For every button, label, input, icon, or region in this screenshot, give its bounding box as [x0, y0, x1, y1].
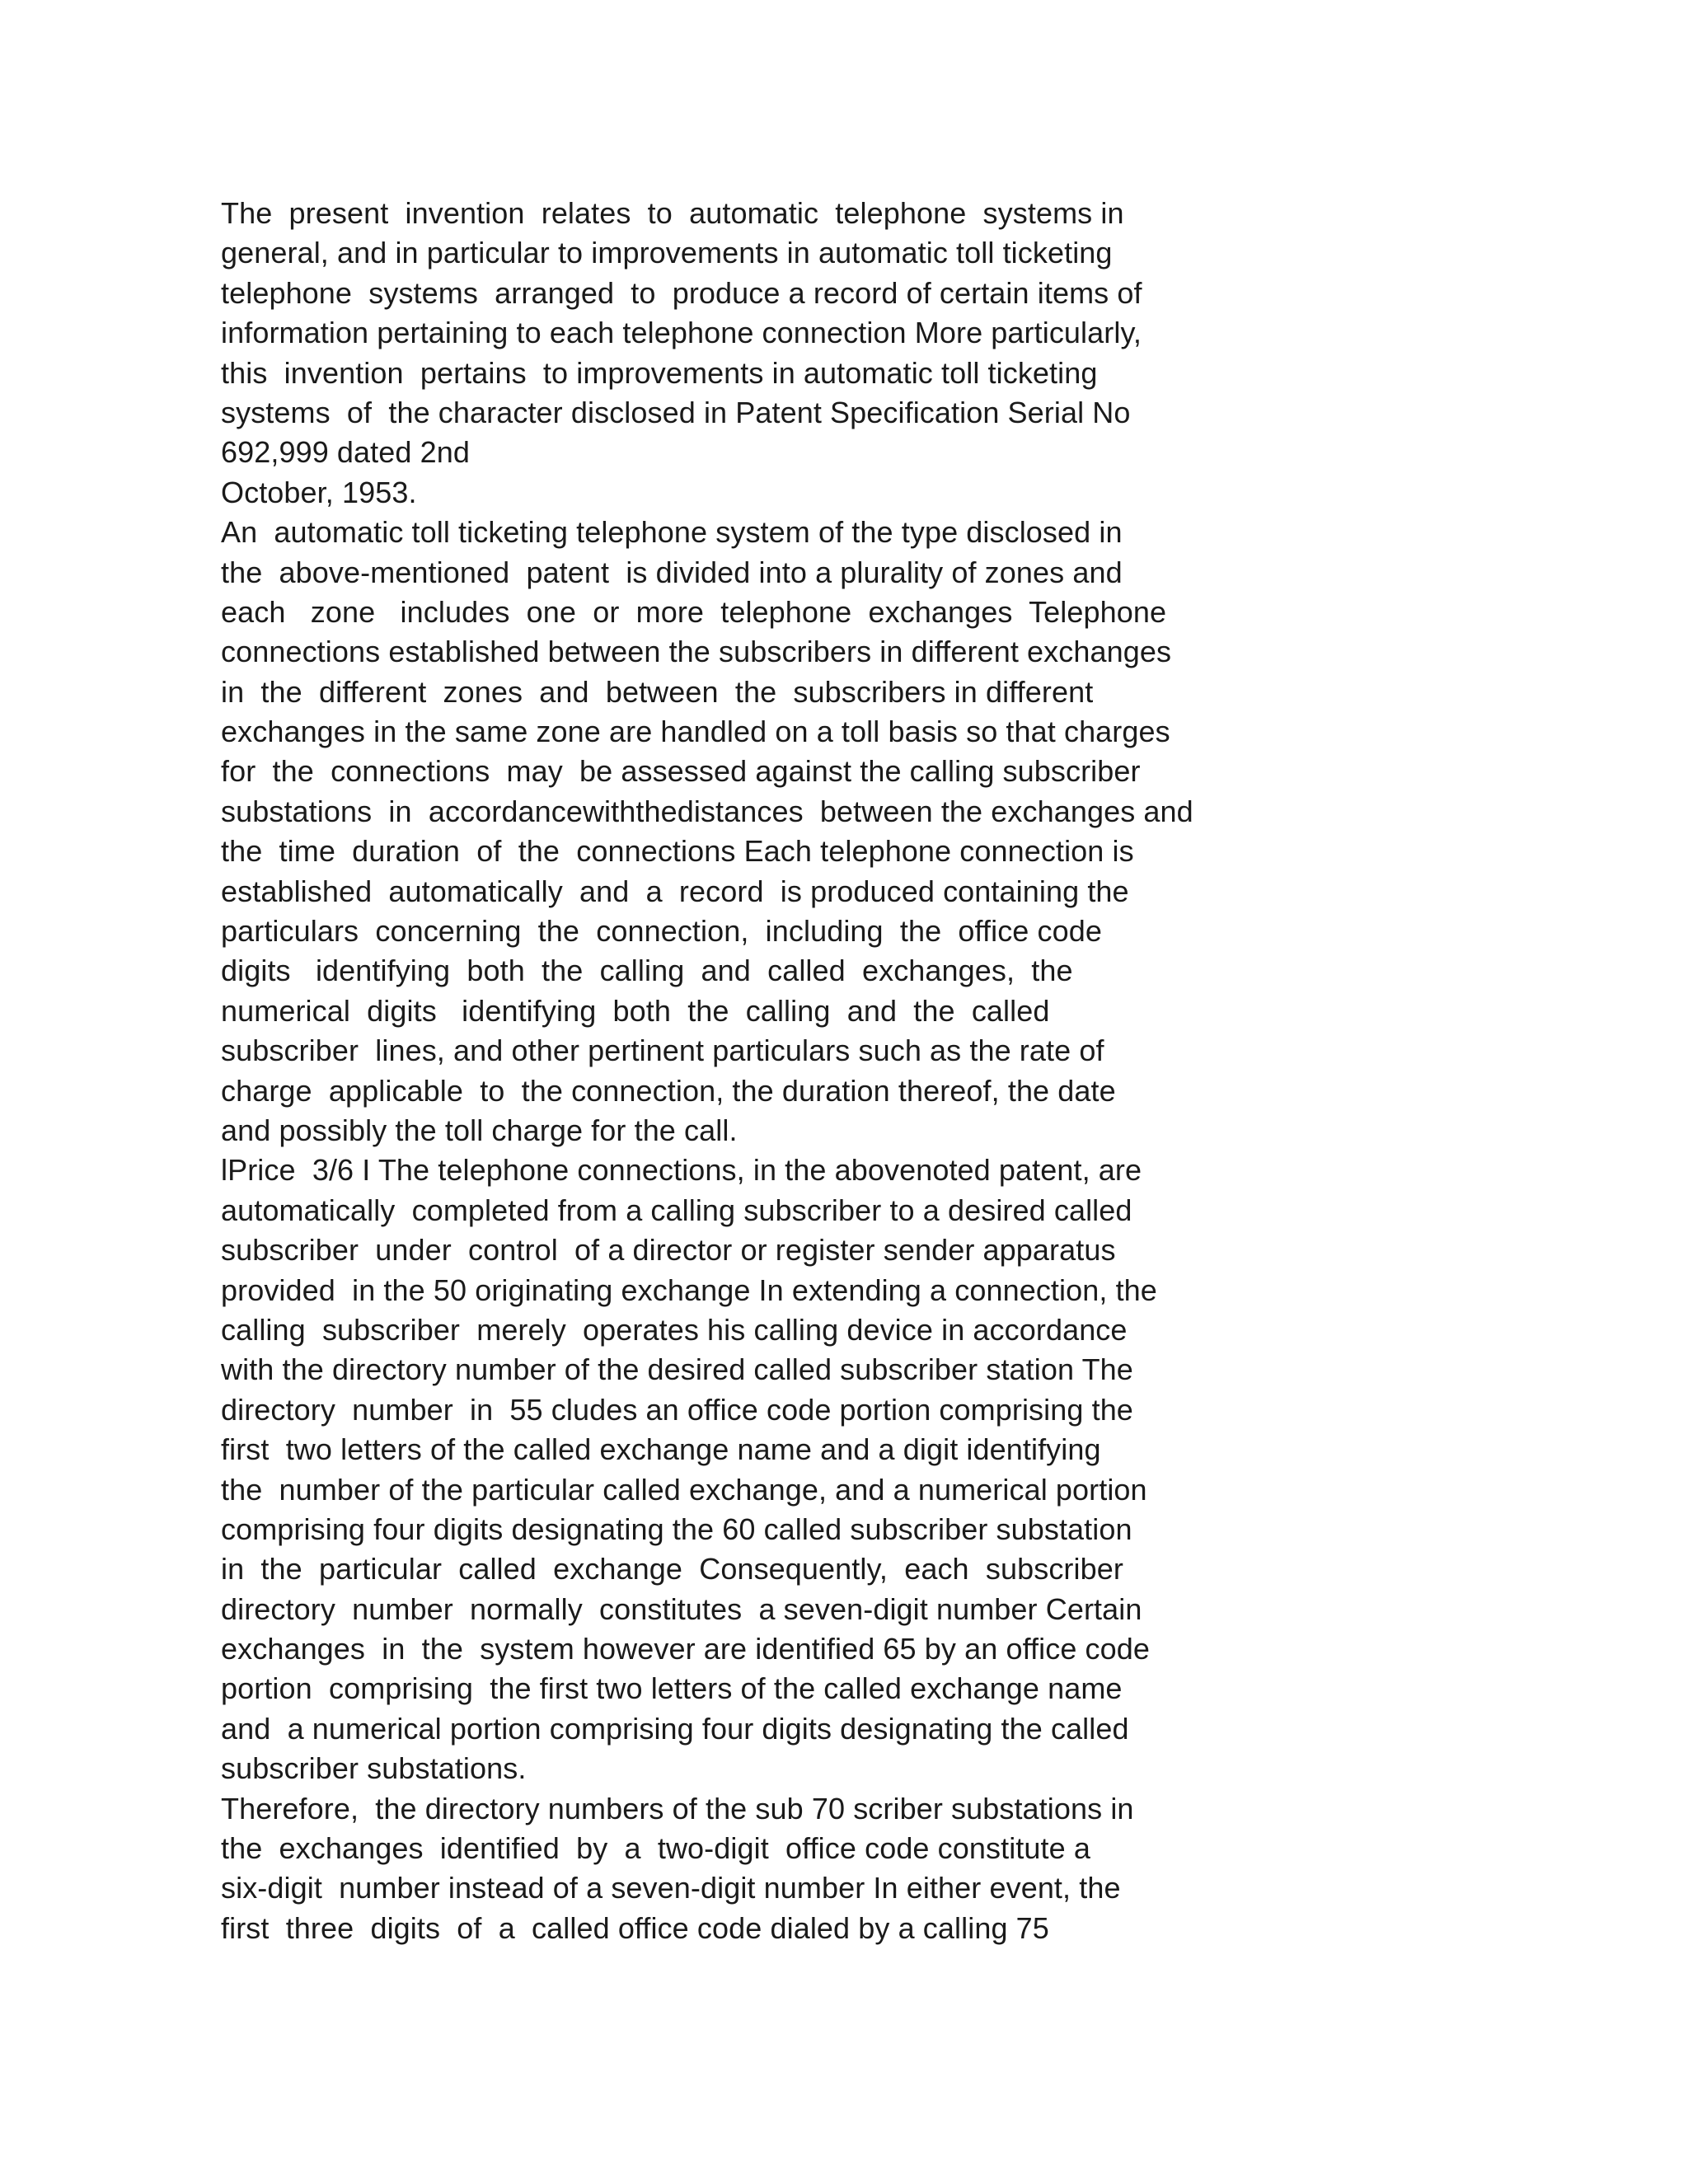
text-line: and a numerical portion comprising four digits designating the called — [221, 1711, 1129, 1746]
text-line: the time duration of the connections Each telephone connection is — [221, 834, 1134, 869]
text-line: each zone includes one or more telephone exchanges Telephone — [221, 594, 1167, 629]
text-line: October, 1953. — [221, 475, 417, 509]
text-line: telephone systems arranged to produce a record of certain items of — [221, 275, 1142, 310]
text-line: directory number normally constitutes a seven-digit number Certain — [221, 1591, 1142, 1626]
text-line: subscriber substations. — [221, 1751, 527, 1786]
text-line: 692,999 dated 2nd — [221, 435, 470, 470]
text-line: six-digit number instead of a seven-digit number In either event, the — [221, 1871, 1121, 1905]
text-line: subscriber lines, and other pertinent particulars such as the rate of — [221, 1033, 1104, 1068]
text-line: this invention pertains to improvements in automatic toll ticketing — [221, 355, 1098, 390]
text-line: exchanges in the same zone are handled on a toll basis so that charges — [221, 715, 1170, 749]
text-line: in the different zones and between the subscribers in different — [221, 674, 1094, 709]
text-line: connections established between the subscribers in different exchanges — [221, 635, 1172, 669]
text-line: with the directory number of the desired called subscriber station The — [221, 1352, 1133, 1387]
text-line: substations in accordancewiththedistances between the exchanges and — [221, 794, 1193, 828]
text-line: information pertaining to each telephone connection More particularly, — [221, 316, 1142, 350]
text-line: the number of the particular called exchange, and a numerical portion — [221, 1472, 1147, 1507]
text-line: exchanges in the system however are identified 65 by an office code — [221, 1632, 1151, 1666]
text-line: the exchanges identified by a two-digit office code constitute a — [221, 1831, 1090, 1866]
text-line: particulars concerning the connection, including the office code — [221, 914, 1102, 949]
text-line: calling subscriber merely operates his calling device in accordance — [221, 1312, 1128, 1347]
text-line: provided in the 50 originating exchange In extending a connection, the — [221, 1272, 1157, 1307]
text-line: The present invention relates to automatic telephone systems in — [221, 196, 1124, 230]
text-line: subscriber under control of a director or register sender apparatus — [221, 1233, 1116, 1268]
text-line: first three digits of a called office code dialed by a calling 75 — [221, 1910, 1049, 1945]
text-line: numerical digits identifying both the calling and the called — [221, 993, 1050, 1028]
text-line: portion comprising the first two letters of the called exchange name — [221, 1671, 1123, 1706]
text-line: directory number in 55 cludes an office code portion comprising the — [221, 1392, 1133, 1427]
text-line: the above-mentioned patent is divided into a plurality of zones and — [221, 555, 1123, 589]
text-line: digits identifying both the calling and called exchanges, the — [221, 954, 1073, 988]
text-line: for the connections may be assessed against the calling subscriber — [221, 754, 1141, 789]
text-line: established automatically and a record is produced containing the — [221, 874, 1129, 908]
text-line: systems of the character disclosed in Patent Specification Serial No — [221, 395, 1131, 429]
patent-text-body — [221, 194, 1540, 1948]
text-line: automatically completed from a calling subscriber to a desired called — [221, 1193, 1132, 1227]
text-line: An automatic toll ticketing telephone system of the type disclosed in — [221, 515, 1123, 550]
text-line: comprising four digits designating the 60 called subscriber substation — [221, 1511, 1132, 1546]
text-line: in the particular called exchange Consequently, each subscriber — [221, 1552, 1123, 1586]
text-line: lPrice 3/6 I The telephone connections, in the abovenoted patent, are — [221, 1153, 1142, 1188]
text-line: first two letters of the called exchange name and a digit identifying — [221, 1432, 1101, 1467]
text-line: and possibly the toll charge for the call. — [221, 1113, 738, 1147]
text-line: general, and in particular to improvements in automatic toll ticketing — [221, 236, 1113, 270]
text-line: Therefore, the directory numbers of the sub 70 scriber substations in — [221, 1791, 1134, 1825]
text-line: charge applicable to the connection, the duration thereof, the date — [221, 1073, 1116, 1108]
